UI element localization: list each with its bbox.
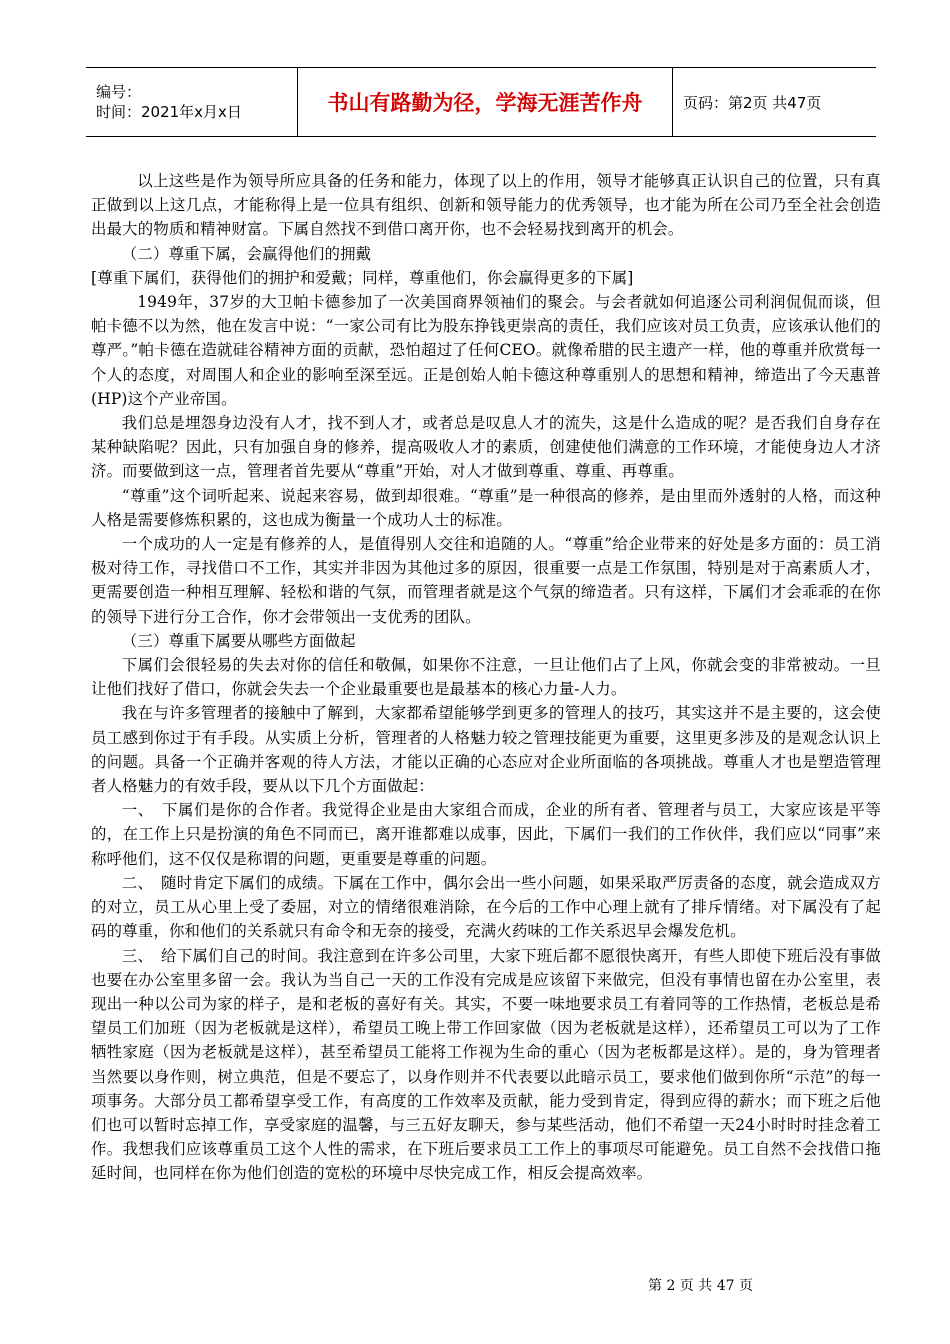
body-paragraph: 1949年，37岁的大卫帕卡德参加了一次美国商界领袖们的聚会。与会者就如何追逐公司利润侃侃而谈，但帕卡德不以为然，他在发言中说：“一家公司有比为股东挣钱更崇高的责任，我们应该对员工负责，应该承认他们的尊严。”帕卡德在造就硅谷精神方面的贡献，恐怕超过了任何CEO。就像希腊的民主遗产一样，他的尊重并欣赏每一个人的态度，对周围人和企业的影响至深至远。正是创始人帕卡德这种尊重别人的思想和精神，缔造出了今天惠普(HP)这个产业帝国。 [91, 293, 881, 408]
header-meta [86, 68, 298, 137]
section-heading: （二）尊重下属，会赢得他们的拥戴 [121, 244, 372, 263]
document-body [91, 169, 881, 1186]
header-table [86, 67, 876, 137]
body-paragraph: 下属们会很轻易的失去对你的信任和敬佩，如果你不注意，一旦让他们占了上风，你就会变的非常被动。一旦让他们找好了借口，你就会失去一个企业最重要也是最基本的核心力量-人力。 [91, 656, 881, 699]
document-number: 编号： [96, 83, 142, 101]
page-footer: 第 2 页 共 47 页 [648, 1278, 753, 1294]
header-page-number: 页码：第2页 共47页 [673, 68, 877, 137]
document-time: 时间：2021年x月x日 [96, 103, 242, 121]
section-heading: （三）尊重下属要从哪些方面做起 [121, 631, 356, 650]
body-paragraph: “尊重”这个词听起来、说起来容易，做到却很难。“尊重”是一种很高的修养，是由里而外透射的人格，而这种人格是需要修炼积累的，这也成为衡量一个成功人士的标准。 [91, 486, 881, 529]
body-paragraph: 一个成功的人一定是有修养的人，是值得别人交往和追随的人。“尊重”给企业带来的好处是多方面的：员工消极对待工作，寻找借口不工作，其实并非因为其他过多的原因，很重要一点是工作氛围，特别是对于高素质人才，更需要创造一种相互理解、轻松和谐的气氛，而管理者就是这个气氛的缔造者。只有这样，下属们才会乖乖的在你的领导下进行分工合作，你才会带领出一支优秀的团队。 [91, 535, 881, 626]
body-paragraph: 以上这些是作为领导所应具备的任务和能力，体现了以上的作用，领导才能够真正认识自己的位置，只有真正做到以上这几点，才能称得上是一位具有组织、创新和领导能力的优秀领导，也才能为所在公司乃至全社会创造出最大的物质和精神财富。下属自然找不到借口离开你，也不会轻易找到离开的机会。 [91, 172, 881, 239]
list-item: 二、 随时肯定下属们的成绩。下属在工作中，偶尔会出一些小问题，如果采取严厉责备的态度，就会造成双方的对立，员工从心里上受了委屈，对立的情绪很难消除，在今后的工作中心理上就有了排斥情绪。对下属没有了起码的尊重，你和他们的关系就只有命令和无奈的接受，充满火药味的工作关系迟早会爆发危机。 [91, 873, 881, 941]
list-item: 三、 给下属们自己的时间。我注意到在许多公司里，大家下班后都不愿很快离开，有些人即使下班后没有事做也要在办公室里多留一会。我认为当自己一天的工作没有完成是应该留下来做完，但没有事情也留在办公室里，表现出一种以公司为家的样子，是和老板的喜好有关。其实，不要一味地要求员工有着同等的工作热情，老板总是希望员工们加班（因为老板就是这样），希望员工晚上带工作回家做（因为老板就是这样），还希望员工可以为了工作牺牲家庭（因为老板就是这样），甚至希望员工能将工作视为生命的重心（因为老板都是这样）。是的，身为管理者当然要以身作则，树立典范，但是不要忘了，以身作则并不代表要以此暗示员工，要求他们做到你所“示范”的每一项事务。大部分员工都希望享受工作，有高度的工作效率及贡献，能力受到肯定，得到应得的薪水；而下班之后他们也可以暂时忘掉工作，享受家庭的温馨，与三五好友聊天，参与某些活动，他们不希望一天24小时时时挂念着工作。我想我们应该尊重员工这个人性的需求，在下班后要求员工工作上的事项尽可能避免。员工自然不会找借口拖延时间，也同样在你为他们创造的宽松的环境中尽快完成工作，相反会提高效率。 [91, 946, 881, 1183]
list-item: 一、 下属们是你的合作者。我觉得企业是由大家组合而成，企业的所有者、管理者与员工，大家应该是平等的，在工作上只是扮演的角色不同而已，离开谁都难以成事，因此，下属们一我们的工作伙伴，我们应以“同事”来称呼他们，这不仅仅是称谓的问题，更重要是尊重的问题。 [91, 801, 881, 868]
section-summary: [尊重下属们，获得他们的拥护和爱戴；同样，尊重他们，你会赢得更多的下属] [91, 268, 634, 287]
header-motto: 书山有路勤为径，学海无涯苦作舟 [298, 68, 673, 137]
body-paragraph: 我们总是埋怨身边没有人才，找不到人才，或者总是叹息人才的流失，这是什么造成的呢？是否我们自身存在某种缺陷呢？因此，只有加强自身的修养，提高吸收人才的素质，创建使他们满意的工作环境，才能使身边人才济济。而要做到这一点，管理者首先要从“尊重”开始，对人才做到尊重、尊重、再尊重。 [91, 414, 881, 481]
body-paragraph: 我在与许多管理者的接触中了解到，大家都希望能够学到更多的管理人的技巧，其实这并不是主要的，这会使员工感到你过于有手段。从实质上分析，管理者的人格魅力较之管理技能更为重要，这里更多涉及的是观念认识上的问题。具备一个正确并客观的待人方法，才能以正确的心态应对企业所面临的各项挑战。尊重人才也是塑造管理者人格魅力的有效手段，要从以下几个方面做起： [91, 704, 881, 796]
